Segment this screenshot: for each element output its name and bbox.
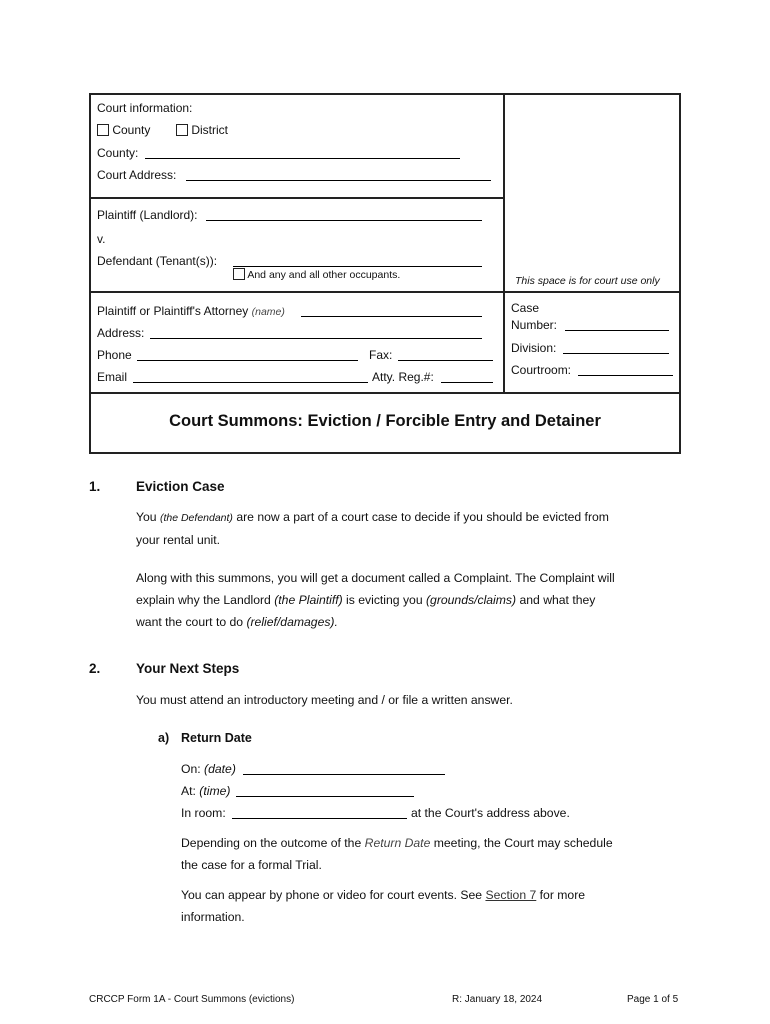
section-1-number: 1. <box>89 479 101 494</box>
s1p1-defendant-hint: (the Defendant) <box>159 512 233 524</box>
county-label: County: <box>97 146 139 160</box>
depend-text-a: Depending on the outcome of the <box>181 836 362 850</box>
section-1-paragraph-1 <box>136 506 656 551</box>
plaintiff-field[interactable] <box>206 220 482 221</box>
plaintiff-label: Plaintiff (Landlord): <box>97 208 198 222</box>
s1p2-text-a: Along with this summons, you will get a document called a Complaint. The Complaint will <box>136 571 615 585</box>
s1p2-relief-hint: (relief/damages). <box>246 615 338 629</box>
attorney-label: Plaintiff or Plaintiff's Attorney <box>97 304 249 318</box>
court-info-label: Court information: <box>97 101 193 115</box>
phone-text-b: for more <box>539 888 586 902</box>
on-date-hint: (date) <box>204 762 236 776</box>
document-title: Court Summons: Eviction / Forcible Entry and Detainer <box>169 412 601 430</box>
address-label: Address: <box>97 326 145 340</box>
caption-divider-2 <box>89 291 681 293</box>
defendant-field[interactable] <box>233 266 482 267</box>
county-checkbox-row <box>97 123 150 137</box>
depend-text-c: meeting, the Court may schedule <box>433 836 613 850</box>
s1p2-plaintiff-hint: (the Plaintiff) <box>274 593 343 607</box>
depend-return-date: Return Date <box>364 836 431 850</box>
courtroom-label: Courtroom: <box>511 363 572 377</box>
s1p2-grounds-hint: (grounds/claims) <box>425 593 517 607</box>
phone-label: Phone <box>97 348 132 362</box>
s1p2-text-d: is evicting you <box>346 593 423 607</box>
email-field[interactable] <box>133 382 368 383</box>
footer-revision: R: January 18, 2024 <box>452 994 543 1005</box>
fax-label: Fax: <box>369 348 393 362</box>
caption-divider-1 <box>89 197 505 199</box>
division-field[interactable] <box>563 353 669 354</box>
footer-page-number: Page 1 of 5 <box>627 994 679 1005</box>
court-use-note: This space is for court use only <box>515 275 660 287</box>
defendant-label: Defendant (Tenant(s)): <box>97 254 218 268</box>
section-7-link[interactable]: Section 7 <box>485 888 537 902</box>
at-label: At: <box>181 784 196 798</box>
fax-field[interactable] <box>398 360 493 361</box>
footer-form-id: CRCCP Form 1A - Court Summons (evictions) <box>89 994 295 1005</box>
atty-reg-label: Atty. Reg.#: <box>372 370 434 384</box>
depending-paragraph <box>181 832 661 876</box>
s1p1-text-d: your rental unit. <box>136 533 221 547</box>
caption-divider-3 <box>89 392 681 394</box>
return-room-suffix: at the Court's address above. <box>411 806 570 820</box>
s1p1-text-c: are now a part of a court case to decide if you should be evicted from <box>236 510 609 524</box>
courtroom-field[interactable] <box>578 375 673 376</box>
on-label: On: <box>181 762 201 776</box>
caption-vertical-divider <box>503 93 505 393</box>
atty-reg-field[interactable] <box>441 382 493 383</box>
email-label: Email <box>97 370 128 384</box>
return-date-field[interactable] <box>243 774 445 775</box>
county-field[interactable] <box>145 158 460 159</box>
occupants-checkbox-label: And any and all other occupants. <box>247 269 401 281</box>
attorney-name-field[interactable] <box>301 316 482 317</box>
return-time-field[interactable] <box>236 796 414 797</box>
county-checkbox-label: County <box>112 123 151 137</box>
district-checkbox-row <box>176 123 228 137</box>
case-number-label: Number: <box>511 318 558 332</box>
s1p2-text-f: and what they <box>519 593 596 607</box>
court-address-field[interactable] <box>186 180 491 181</box>
attorney-label-row <box>97 304 285 318</box>
return-room-label: In room: <box>181 806 226 820</box>
occupants-checkbox-row <box>233 268 400 281</box>
return-room-field[interactable] <box>232 818 407 819</box>
versus-label: v. <box>97 232 106 246</box>
phone-text-c: information. <box>181 910 245 924</box>
attorney-name-hint: (name) <box>251 306 285 318</box>
s1p1-text-a: You <box>136 510 157 524</box>
phone-text-a: You can appear by phone or video for court events. See <box>181 888 483 902</box>
district-checkbox-label: District <box>191 123 229 137</box>
subsection-a-label: a) <box>158 731 170 745</box>
case-number-field[interactable] <box>565 330 669 331</box>
section-2-number: 2. <box>89 661 101 676</box>
address-field[interactable] <box>150 338 482 339</box>
section-2-paragraph-1: You must attend an introductory meeting and / or file a written answer. <box>136 693 513 707</box>
phone-video-paragraph <box>181 884 661 928</box>
district-checkbox[interactable] <box>176 124 188 136</box>
section-1-paragraph-2 <box>136 567 676 633</box>
section-2-title: Your Next Steps <box>136 661 240 676</box>
s1p2-text-g: want the court to do <box>136 615 244 629</box>
at-time-hint: (time) <box>199 784 231 798</box>
section-1-title: Eviction Case <box>136 479 225 494</box>
occupants-checkbox[interactable] <box>233 268 245 280</box>
depend-text-d: the case for a formal Trial. <box>181 858 322 872</box>
phone-field[interactable] <box>137 360 358 361</box>
s1p2-text-b: explain why the Landlord <box>136 593 271 607</box>
division-label: Division: <box>511 341 557 355</box>
case-label: Case <box>511 301 540 315</box>
return-at-row <box>181 780 230 802</box>
subsection-a-title: Return Date <box>181 731 252 745</box>
county-checkbox[interactable] <box>97 124 109 136</box>
court-address-label: Court Address: <box>97 168 177 182</box>
return-on-row <box>181 758 236 780</box>
